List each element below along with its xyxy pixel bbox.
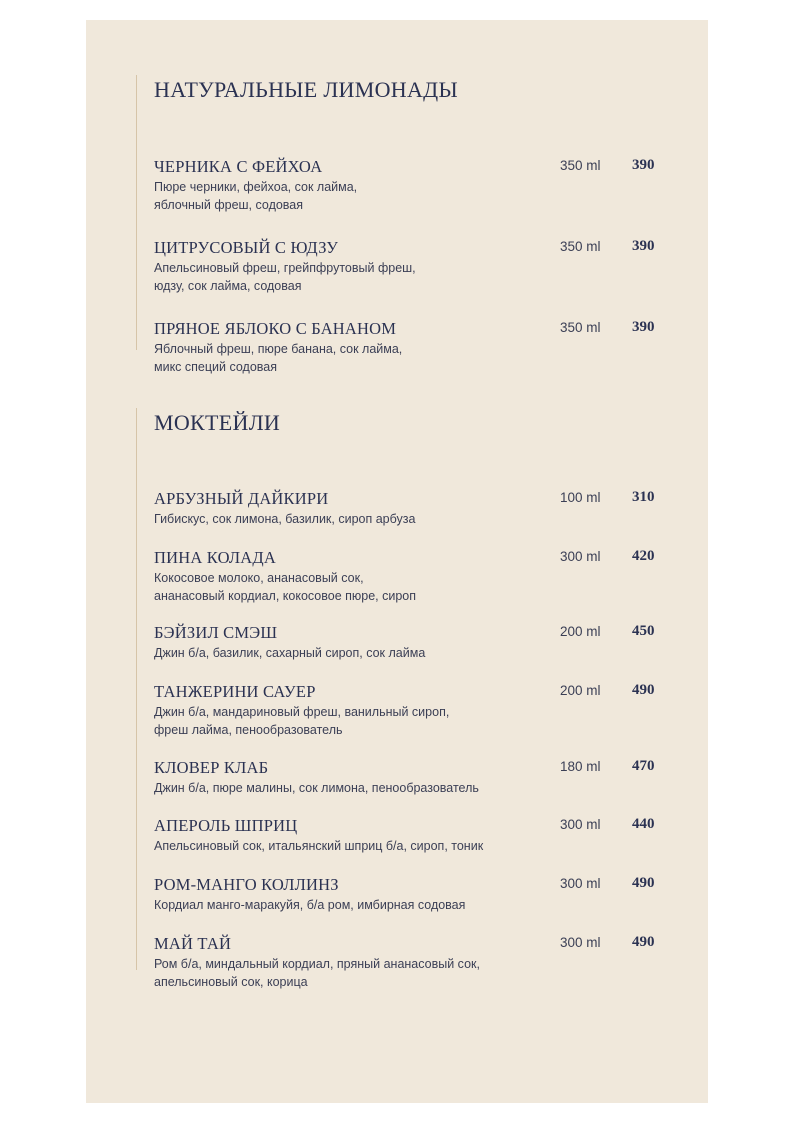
item-price: 490 <box>632 875 655 891</box>
item-name: ЧЕРНИКА С ФЕЙХОА <box>154 157 323 176</box>
item-price: 450 <box>632 623 655 639</box>
item-description <box>154 340 534 376</box>
item-description-line: фреш лайма, пенообразователь <box>154 723 343 737</box>
item-price: 390 <box>632 319 655 335</box>
item-description <box>154 779 534 797</box>
item-description-line: Джин б/а, базилик, сахарный сироп, сок лайма <box>154 646 426 660</box>
item-description <box>154 955 534 991</box>
item-description <box>154 896 534 914</box>
section-title: МОКТЕЙЛИ <box>154 410 281 435</box>
item-name: МАЙ ТАЙ <box>154 934 232 953</box>
item-price: 420 <box>632 548 655 564</box>
item-volume: 300 ml <box>560 817 601 832</box>
item-description-line: юдзу, сок лайма, содовая <box>154 279 302 293</box>
item-price: 490 <box>632 934 655 950</box>
item-name: ЦИТРУСОВЫЙ С ЮДЗУ <box>154 238 339 257</box>
item-name: БЭЙЗИЛ СМЭШ <box>154 623 278 642</box>
item-description-line: Яблочный фреш, пюре банана, сок лайма, <box>154 342 403 356</box>
item-description-line: Апельсиновый фреш, грейпфрутовый фреш, <box>154 261 416 275</box>
item-volume: 180 ml <box>560 759 601 774</box>
item-name: ТАНЖЕРИНИ САУЕР <box>154 682 316 701</box>
item-description <box>154 510 534 528</box>
item-description-line: апельсиновый сок, корица <box>154 975 308 989</box>
item-price: 390 <box>632 157 655 173</box>
menu-page <box>86 20 708 1103</box>
item-volume: 350 ml <box>560 239 601 254</box>
item-volume: 300 ml <box>560 549 601 564</box>
item-description-line: Джин б/а, пюре малины, сок лимона, пенообразователь <box>154 781 479 795</box>
item-description <box>154 837 534 855</box>
item-price: 470 <box>632 758 655 774</box>
item-description-line: Пюре черники, фейхоа, сок лайма, <box>154 180 358 194</box>
item-name: АРБУЗНЫЙ ДАЙКИРИ <box>154 489 329 508</box>
section-mocktails <box>136 408 657 989</box>
item-description-line: Джин б/а, мандариновый фреш, ванильный сироп, <box>154 705 450 719</box>
item-description-line: Ром б/а, миндальный кордиал, пряный ананасовый сок, <box>154 957 480 971</box>
section-title: НАТУРАЛЬНЫЕ ЛИМОНАДЫ <box>154 77 458 102</box>
item-volume: 100 ml <box>560 490 601 505</box>
item-description-line: Апельсиновый сок, итальянский шприц б/а, сироп, тоник <box>154 839 484 853</box>
item-name: РОМ-МАНГО КОЛЛИНЗ <box>154 875 339 894</box>
item-description-line: яблочный фреш, содовая <box>154 198 304 212</box>
item-description <box>154 703 534 739</box>
item-description-line: ананасовый кордиал, кокосовое пюре, сироп <box>154 589 417 603</box>
item-volume: 300 ml <box>560 935 601 950</box>
item-description <box>154 259 534 295</box>
item-description <box>154 569 534 605</box>
item-description <box>154 644 534 662</box>
item-description-line: Кокосовое молоко, ананасовый сок, <box>154 571 364 585</box>
item-price: 310 <box>632 489 655 505</box>
item-volume: 350 ml <box>560 320 601 335</box>
item-description-line: Гибискус, сок лимона, базилик, сироп арбуза <box>154 512 416 526</box>
item-name: ПРЯНОЕ ЯБЛОКО С БАНАНОМ <box>154 319 397 338</box>
item-description-line: Кордиал манго-маракуйя, б/а ром, имбирная содовая <box>154 898 466 912</box>
item-name: АПЕРОЛЬ ШПРИЦ <box>154 816 298 835</box>
item-description-line: микс специй содовая <box>154 360 278 374</box>
item-name: ПИНА КОЛАДА <box>154 548 276 567</box>
item-description <box>154 178 534 214</box>
item-volume: 200 ml <box>560 624 601 639</box>
item-volume: 300 ml <box>560 876 601 891</box>
item-price: 440 <box>632 816 655 832</box>
item-price: 490 <box>632 682 655 698</box>
item-volume: 350 ml <box>560 158 601 173</box>
item-price: 390 <box>632 238 655 254</box>
item-volume: 200 ml <box>560 683 601 698</box>
section-lemonades <box>136 75 657 374</box>
item-name: КЛОВЕР КЛАБ <box>154 758 269 777</box>
